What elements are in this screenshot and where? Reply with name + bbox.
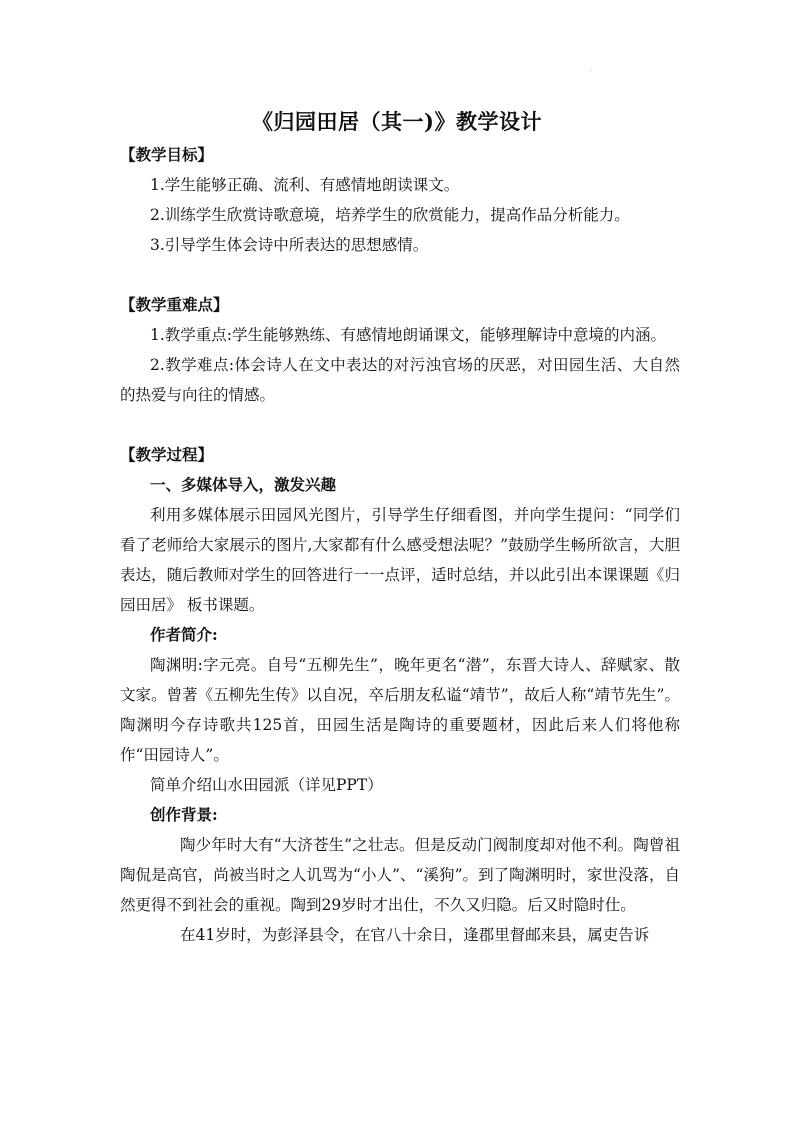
process-heading: 【教学过程】 [120, 445, 214, 464]
corner-mark: . [589, 64, 592, 73]
author-label: 作者简介: [150, 625, 218, 644]
spacer [120, 410, 680, 440]
objective-item-2: 2.训练学生欣赏诗歌意境，培养学生的欣赏能力，提高作品分析能力。 [150, 206, 630, 224]
objective-item-3: 3.引导学生体会诗中所表达的思想感情。 [150, 236, 429, 254]
background-label: 创作背景: [150, 805, 218, 824]
key-points-heading: 【教学重难点】 [120, 295, 229, 314]
section-1-title: 一、多媒体导入，激发兴趣 [150, 475, 337, 494]
document-title: 《归园田居（其一)》教学设计 [252, 109, 542, 134]
background-text-2: 在41岁时，为彭泽县令，在官八十余日，逢郡里督邮来县，属吏告诉 [180, 926, 650, 944]
section-1-text: 利用多媒体展示田园风光图片，引导学生仔细看图，并向学生提问：“同学们看了老师给大家展示的图片,大家都有什么感受想法呢？”鼓励学生畅所欲言，大胆表达，随后教师对学生的回答进行一一点评，适时总结，并以此引出本课课题《归园田居》 板书课题。 [120, 506, 680, 614]
author-text: 陶渊明:字元亮。自号“五柳先生”，晚年更名“潜”，东晋大诗人、辞赋家、散文家。曾著《五柳先生传》以自况，卒后朋友私谥“靖节”，故后人称“靖节先生”。 陶渊明今存诗歌共125首，田园生活是陶诗的重要题材，因此后来人们将他称作“田园诗人”。 [120, 656, 680, 764]
document-body [120, 140, 680, 950]
background-text-1: 陶少年时大有“大济苍生”之壮志。但是反动门阀制度却对他不利。陶曾祖陶侃是高官，尚被当时之人讥骂为“小人”、“溪狗”。到了陶渊明时，家世没落，自然更得不到社会的重视。陶到29岁时才出仕，不久又归隐。后又时隐时仕。 [120, 836, 680, 914]
key-point-item-1: 1.教学重点:学生能够熟练、有感情地朗诵课文，能够理解诗中意境的内涵。 [150, 326, 667, 344]
spacer [120, 260, 680, 290]
objectives-heading: 【教学目标】 [120, 145, 214, 164]
key-point-item-2: 2.教学难点:体会诗人在文中表达的对污浊官场的厌恶，对田园生活、大自然的热爱与向往的情感。 [120, 356, 680, 404]
school-intro: 简单介绍山水田园派（详见PPT） [150, 776, 383, 794]
objective-item-1: 1.学生能够正确、流利、有感情地朗读课文。 [150, 176, 460, 194]
